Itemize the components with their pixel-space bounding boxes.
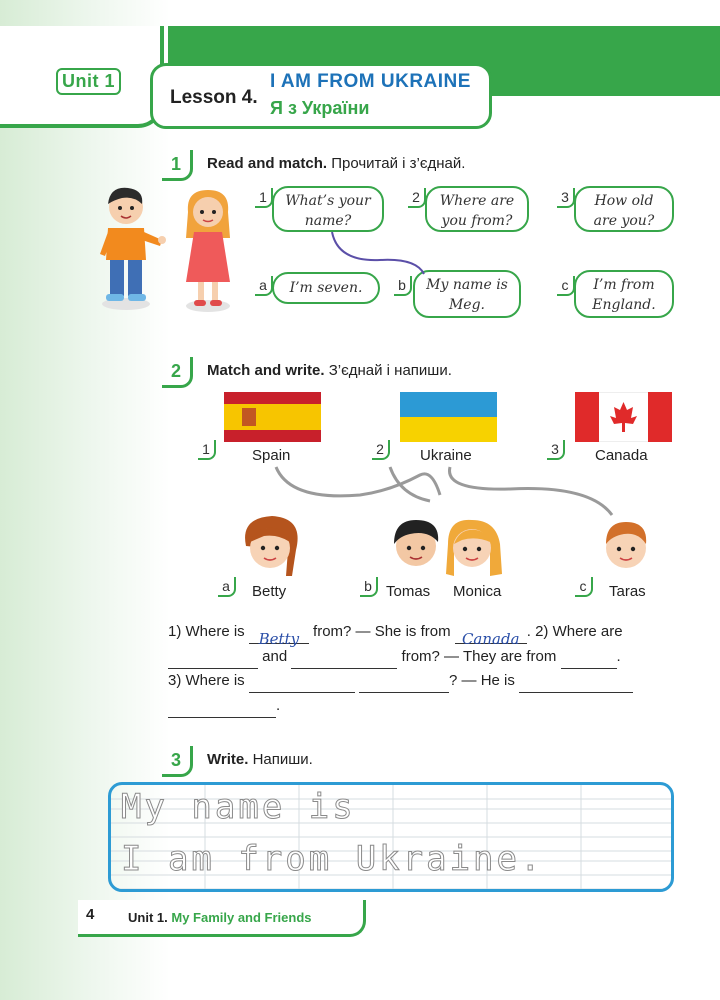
answer-blank-7[interactable] xyxy=(359,676,449,693)
country-1-label: 1 xyxy=(198,440,216,460)
page-number: 4 xyxy=(86,906,95,923)
answer-blank-1[interactable]: Betty xyxy=(249,627,309,644)
country-2-label: 2 xyxy=(372,440,390,460)
lesson-subtitle: Я з України xyxy=(270,98,370,118)
exercise-3-number: 3 xyxy=(162,746,193,777)
answer-blank-2[interactable]: Canada xyxy=(455,627,527,644)
country-spain: Spain xyxy=(252,447,291,464)
exercise-2-sentence-line-3: 3) Where is ? — He is xyxy=(168,668,678,693)
answer-b-bubble: My name is Meg. xyxy=(413,270,521,318)
girl-figure xyxy=(186,190,230,312)
exercise-1-match-line xyxy=(320,230,440,280)
footer-unit-title: Unit 1. My Family and Friends xyxy=(128,910,312,925)
exercise-2-number: 2 xyxy=(162,357,193,388)
person-taras: Taras xyxy=(609,583,646,600)
canada-flag xyxy=(575,392,672,442)
exercise-2-sentence-line-2: and from? — They are from . xyxy=(168,644,678,669)
tomas-monica-faces xyxy=(390,510,505,582)
answer-blank-4[interactable] xyxy=(291,652,397,669)
lesson-number: Lesson 4. xyxy=(170,87,258,108)
person-b-label: b xyxy=(360,577,378,597)
taras-face xyxy=(592,512,660,578)
exercise-2-sentence-line-1: 1) Where is Betty from? — She is from Canada . 2) Where are xyxy=(168,623,623,648)
handwriting-line-2: I am from Ukraine. xyxy=(121,839,544,879)
exercise-2-sentence-line-4: . xyxy=(168,693,678,718)
exercise-1-number: 1 xyxy=(162,150,193,181)
children-illustration xyxy=(96,182,256,317)
country-canada: Canada xyxy=(595,447,648,464)
lesson-title: I AM FROM UKRAINE xyxy=(270,71,471,92)
spain-flag xyxy=(224,392,321,442)
betty-face xyxy=(234,510,310,582)
exercise-2-instruction: Match and write. З’єднай і напиши. xyxy=(207,362,452,379)
unit-badge: Unit 1 xyxy=(56,68,121,95)
person-c-label: c xyxy=(575,577,593,597)
ukraine-flag xyxy=(400,392,497,442)
handwriting-box[interactable] xyxy=(108,782,674,892)
person-monica: Monica xyxy=(453,583,502,600)
answer-blank-9[interactable] xyxy=(168,701,276,718)
person-a-label: a xyxy=(218,577,236,597)
boy-figure xyxy=(100,188,166,310)
answer-blank-6[interactable] xyxy=(249,676,355,693)
answer-a-bubble: I’m seven. xyxy=(272,272,380,304)
question-3-bubble: How old are you? xyxy=(574,186,674,232)
country-3-label: 3 xyxy=(547,440,565,460)
exercise-1-instruction: Read and match. Прочитай і з’єднай. xyxy=(207,155,466,172)
handwriting-line-1: My name is xyxy=(121,787,356,827)
question-1-label: 1 xyxy=(255,188,273,208)
question-3-label: 3 xyxy=(557,188,575,208)
answer-blank-5[interactable] xyxy=(561,652,617,669)
answer-b-label: b xyxy=(394,276,412,296)
answer-blank-8[interactable] xyxy=(519,676,633,693)
answer-a-label: a xyxy=(255,276,273,296)
question-2-label: 2 xyxy=(408,188,426,208)
person-tomas: Tomas xyxy=(386,583,431,600)
person-betty: Betty xyxy=(252,583,287,600)
answer-blank-3[interactable] xyxy=(168,652,258,669)
answer-c-label: c xyxy=(557,276,575,296)
exercise-3-instruction: Write. Напиши. xyxy=(207,751,313,768)
answer-c-bubble: I’m from England. xyxy=(574,270,674,318)
question-2-bubble: Where are you from? xyxy=(425,186,529,232)
country-ukraine: Ukraine xyxy=(420,447,472,464)
question-1-bubble: What’s your name? xyxy=(272,186,384,232)
